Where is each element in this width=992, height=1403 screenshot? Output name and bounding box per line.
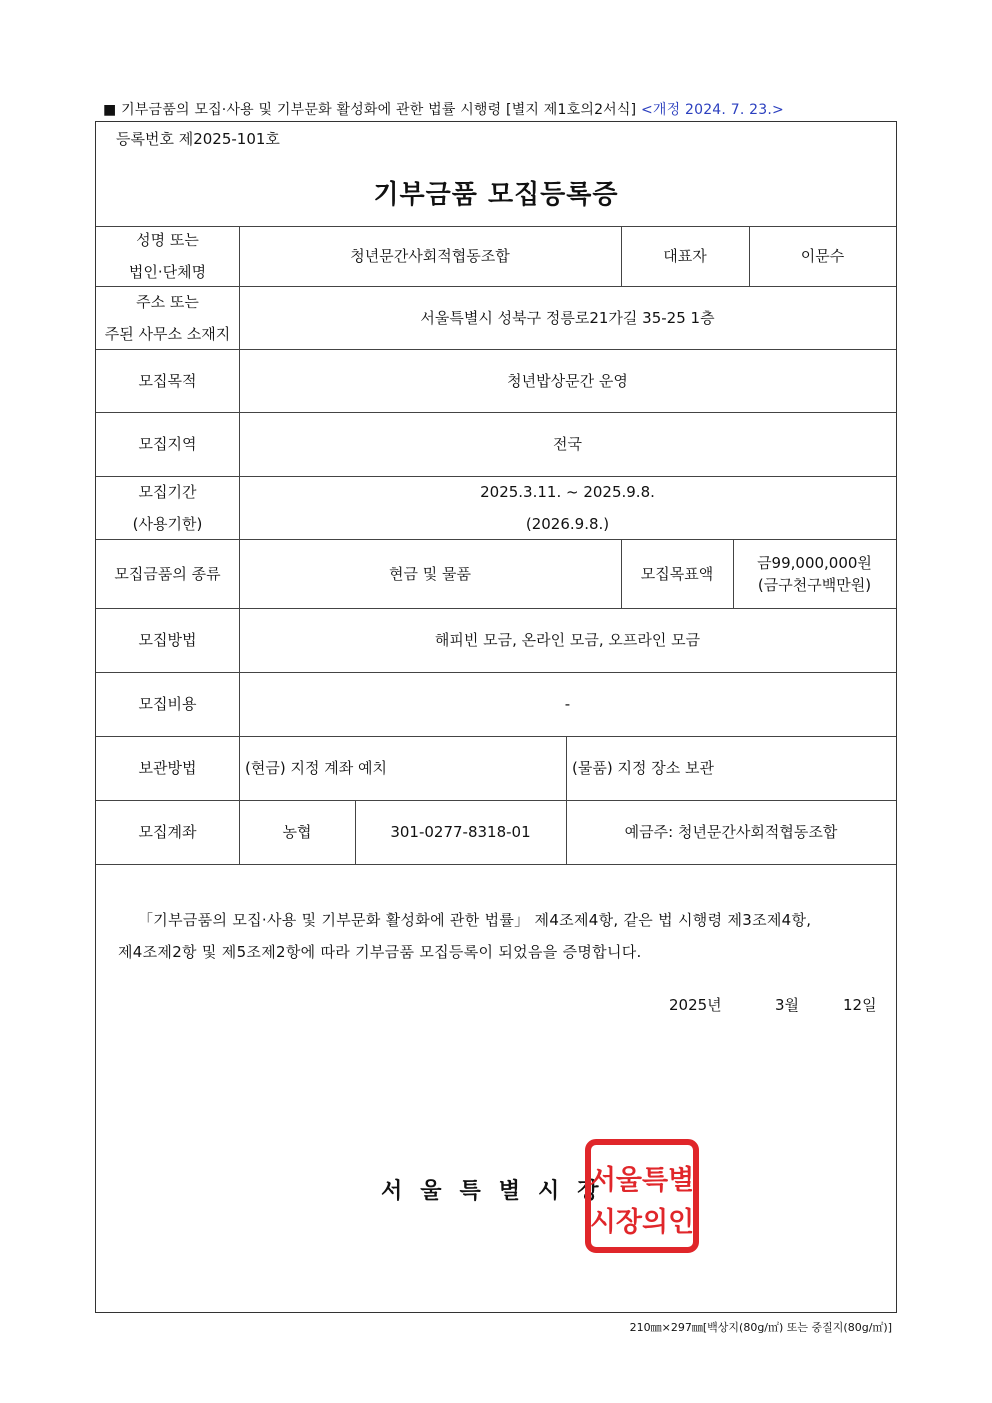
address-label — [96, 286, 239, 349]
revision-date: <개정 2024. 7. 23.> — [640, 102, 784, 118]
address-label-line2: 주된 사무소 소재지 — [104, 324, 231, 343]
name-label-line1: 성명 또는 — [136, 231, 199, 249]
period-dates: 2025.3.11. ~ 2025.9.8. — [480, 482, 655, 501]
registration-number: 등록번호 제2025-101호 — [116, 130, 280, 148]
paper-size-note: 210㎜×297㎜[백상지(80g/㎡) 또는 중질지(80g/㎡)] — [629, 1321, 892, 1334]
certification-statement — [118, 904, 888, 968]
issue-month: 3월 — [775, 996, 800, 1014]
period-value — [239, 476, 896, 539]
issue-year: 2025년 — [669, 996, 722, 1014]
kind-value: 현금 및 물품 — [389, 564, 471, 583]
issuer-name: 서울특별시장 — [381, 1179, 617, 1204]
certification-line2: 제4조제2항 및 제5조제2항에 따라 기부금품 모집등록이 되었음을 증명합니다. — [118, 943, 642, 961]
purpose-value: 청년밥상문간 운영 — [507, 371, 628, 390]
divider — [96, 864, 896, 865]
certification-line1: 「기부금품의 모집·사용 및 기부문화 활성화에 관한 법률」 제4조제4항, 같은 법 시행령 제3조제4항, — [138, 911, 812, 929]
representative-label: 대표자 — [663, 247, 707, 265]
form-header-note — [103, 99, 784, 119]
organization-name: 청년문간사회적협동조합 — [350, 247, 510, 265]
target-value — [733, 539, 896, 608]
target-amount-words: (금구천구백만원) — [757, 575, 872, 594]
address-value: 서울특별시 성북구 정릉로21가길 35-25 1층 — [420, 308, 715, 327]
period-label-line2: (사용기한) — [132, 514, 203, 533]
storage-cash: (현금) 지정 계좌 예치 — [245, 759, 387, 777]
cost-value: - — [564, 695, 571, 713]
account-label: 모집계좌 — [138, 823, 197, 841]
target-label: 모집목표액 — [640, 564, 714, 583]
method-value: 해피빈 모금, 온라인 모금, 오프라인 모금 — [434, 631, 701, 649]
seal-text-line1: 서울특별 — [589, 1165, 695, 1196]
bank-name: 농협 — [282, 823, 312, 841]
kind-label: 모집금품의 종류 — [114, 564, 221, 583]
name-label-line2: 법인·단체명 — [128, 263, 207, 281]
period-label-line1: 모집기간 — [138, 482, 197, 501]
storage-goods: (물품) 지정 장소 보관 — [572, 759, 714, 777]
official-seal-icon — [585, 1139, 699, 1253]
certificate-title: 기부금품 모집등록증 — [373, 180, 619, 210]
representative-name: 이문수 — [800, 247, 845, 265]
purpose-label: 모집목적 — [138, 371, 197, 390]
form-reference: ■ 기부금품의 모집·사용 및 기부문화 활성화에 관한 법률 시행령 [별지 제1호의2서식] — [103, 102, 637, 118]
address-label-line1: 주소 또는 — [136, 292, 199, 311]
region-value: 전국 — [553, 435, 582, 453]
period-usage-deadline: (2026.9.8.) — [525, 514, 610, 533]
issue-day: 12일 — [843, 996, 877, 1014]
certificate-frame — [95, 121, 897, 1313]
name-label — [96, 226, 239, 286]
cost-label: 모집비용 — [138, 695, 197, 713]
target-amount: 금99,000,000원 — [757, 553, 872, 572]
account-holder: 예금주: 청년문간사회적협동조합 — [624, 823, 838, 841]
period-label — [96, 476, 239, 539]
region-label: 모집지역 — [138, 435, 197, 453]
seal-text-line2: 시장의인 — [589, 1207, 695, 1238]
method-label: 모집방법 — [138, 631, 197, 649]
storage-label: 보관방법 — [138, 759, 197, 777]
account-number: 301-0277-8318-01 — [390, 823, 531, 841]
